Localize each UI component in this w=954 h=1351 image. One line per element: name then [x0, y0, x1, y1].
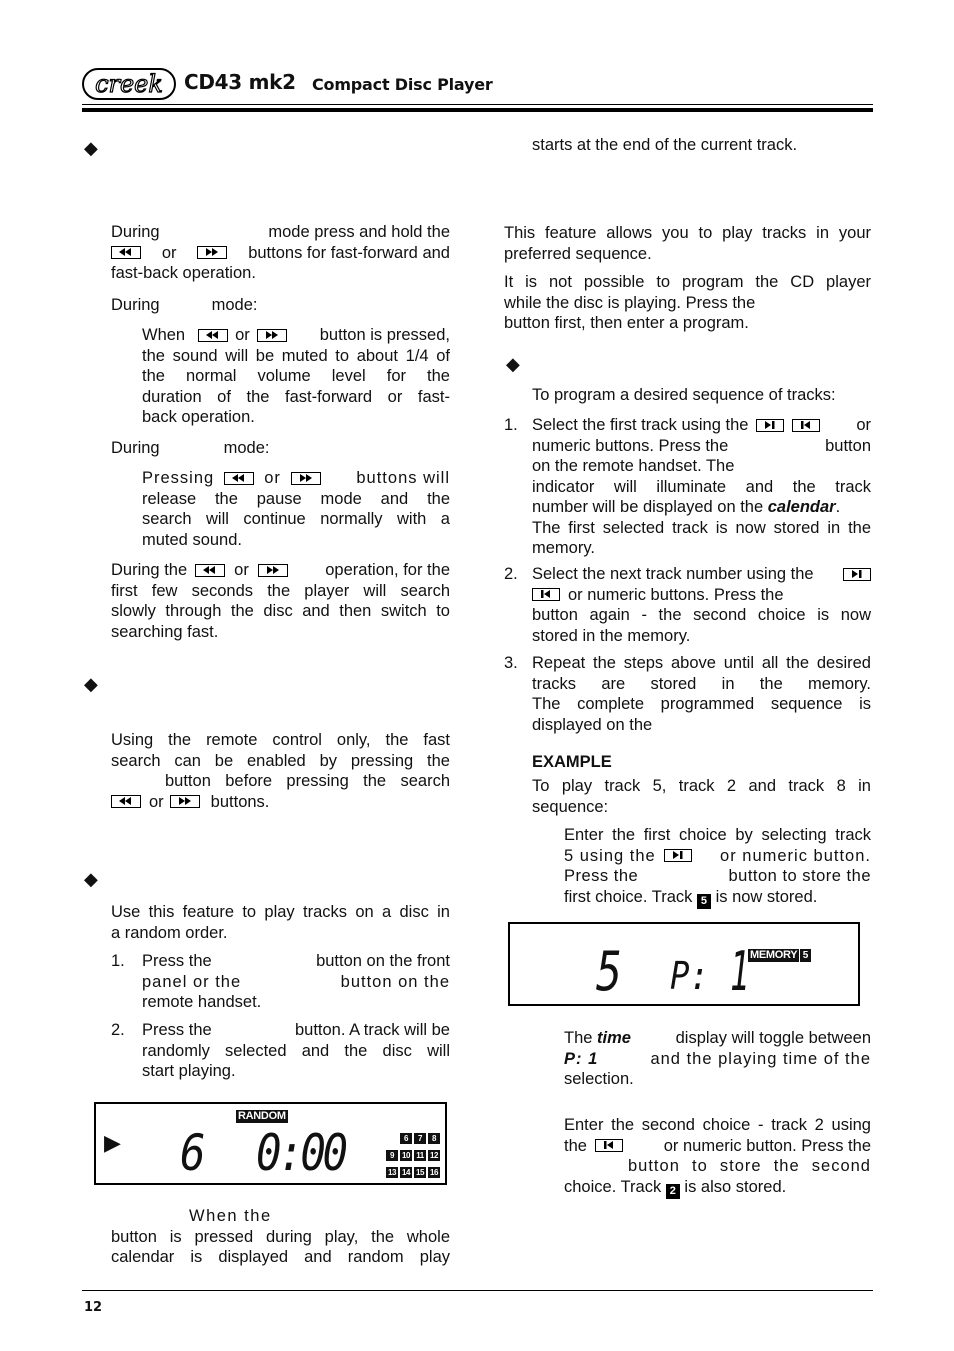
example-step-c: Enter the second choice - track 2 using the or numeric button. Press the button to store the second choice. Track 2 is also stored.	[564, 1116, 871, 1197]
header-rule-thin	[82, 104, 873, 105]
lcd-program-label: P:	[670, 954, 709, 998]
track-5-badge: 5	[697, 894, 711, 909]
left-paragraph-3: When or button is pressed, the sound will be muted to about 1/4 of the normal volume level for the duration of the fast-forward or fast- back operation.	[142, 326, 450, 426]
left-paragraph-5: Pressing or buttons will release the pause mode and the search will continue normally with a muted sound.	[142, 469, 450, 549]
left-paragraph-4: During mode:	[111, 439, 270, 457]
diamond-bullet-icon: ◆	[84, 869, 98, 889]
random-list-item-1: 1. Press the button on the front panel or the button on the remote handset.	[111, 952, 450, 1011]
example-step-a: Enter the first choice by selecting track 5 using the or numeric button. Press the button to store the first choice. Track 5 is now stored.	[564, 826, 871, 907]
skip-next-button-icon	[843, 568, 871, 581]
fast-forward-button-icon	[258, 564, 288, 577]
example-text: To play track 5, track 2 and track 8 in sequence:	[532, 777, 871, 816]
lcd-calendar: 6 7 8 9 10 11 12 13 14 15 16	[386, 1128, 446, 1176]
left-paragraph-1: During mode press and hold the or buttons for fast-forward and fast-back operation.	[111, 223, 450, 282]
rewind-button-icon	[111, 795, 141, 808]
left-paragraph-6: During the or operation, for the first few seconds the player will search slowly through the disc and then switch to searching fast.	[111, 561, 450, 641]
diamond-bullet-icon: ◆	[506, 354, 520, 374]
fast-forward-button-icon	[197, 246, 227, 259]
lcd-track-number: 5	[596, 940, 623, 1003]
example-heading: EXAMPLE	[532, 753, 612, 771]
footer-rule	[82, 1290, 873, 1291]
skip-next-button-icon	[664, 849, 692, 862]
diamond-bullet-icon: ◆	[84, 138, 98, 158]
rewind-button-icon	[198, 329, 228, 342]
right-paragraph-2: It is not possible to program the CD player while the disc is playing. Press the button first, then enter a program.	[504, 273, 871, 332]
memory-badge: MEMORY	[750, 949, 798, 961]
header-rule	[82, 108, 873, 112]
rewind-button-icon	[111, 246, 141, 259]
creek-logo	[82, 68, 176, 100]
rewind-button-icon	[224, 472, 254, 485]
skip-previous-button-icon	[532, 588, 560, 601]
product-title: CD43 mk2	[184, 70, 296, 94]
right-paragraph-1: This feature allows you to play tracks in your preferred sequence.	[504, 224, 871, 263]
program-list-item-2: 2. Select the next track number using the or numeric buttons. Press the button again - the second choice is now stored in the memory.	[504, 565, 871, 645]
fast-forward-button-icon	[291, 472, 321, 485]
right-paragraph-0: starts at the end of the current track.	[532, 136, 798, 154]
left-paragraph-8: Use this feature to play tracks on a disc in a random order.	[111, 903, 450, 942]
track-2-badge: 2	[666, 1184, 680, 1199]
diamond-bullet-icon: ◆	[84, 674, 98, 694]
left-paragraph-9: When the button is pressed during play, the whole calendar is displayed and random play	[111, 1207, 450, 1266]
random-badge: RANDOM	[238, 1110, 286, 1122]
memory-display-lcd	[508, 922, 860, 1006]
skip-previous-button-icon	[595, 1139, 623, 1152]
random-list-item-2: 2. Press the button. A track will be randomly selected and the disc will start playing.	[111, 1021, 450, 1080]
lcd-time: 0:00	[256, 1124, 345, 1182]
program-list-item-3: 3. Repeat the steps above until all the desired tracks are stored in the memory. The complete programmed sequence is displayed on the	[504, 654, 871, 734]
right-paragraph-3: To program a desired sequence of tracks:	[532, 386, 836, 404]
skip-next-button-icon	[756, 419, 784, 432]
lcd-track-number: 6	[180, 1124, 206, 1182]
random-display-lcd	[94, 1102, 447, 1185]
fast-forward-button-icon	[170, 795, 200, 808]
page-number: 12	[84, 1300, 103, 1315]
play-icon: ▶	[104, 1130, 121, 1155]
logo-text: creek	[95, 70, 163, 98]
fast-forward-button-icon	[257, 329, 287, 342]
memory-track-badge: 5	[800, 949, 811, 962]
example-step-b: The time display will toggle between P: 1 and the playing time of the selection.	[564, 1029, 871, 1088]
program-list-item-1: 1. Select the first track using the or numeric buttons. Press the button on the remote handset. The indicator will illuminate and the track number will be displayed on the calendar. The first selected track is now stored in the memory.	[504, 416, 871, 557]
skip-previous-button-icon	[792, 419, 820, 432]
lcd-program-number: 1	[730, 940, 750, 1003]
rewind-button-icon	[195, 564, 225, 577]
product-subtitle: Compact Disc Player	[312, 75, 493, 94]
left-paragraph-7: Using the remote control only, the fast search can be enabled by pressing the button before pressing the search or buttons.	[111, 731, 450, 811]
left-paragraph-2: During mode:	[111, 296, 258, 314]
